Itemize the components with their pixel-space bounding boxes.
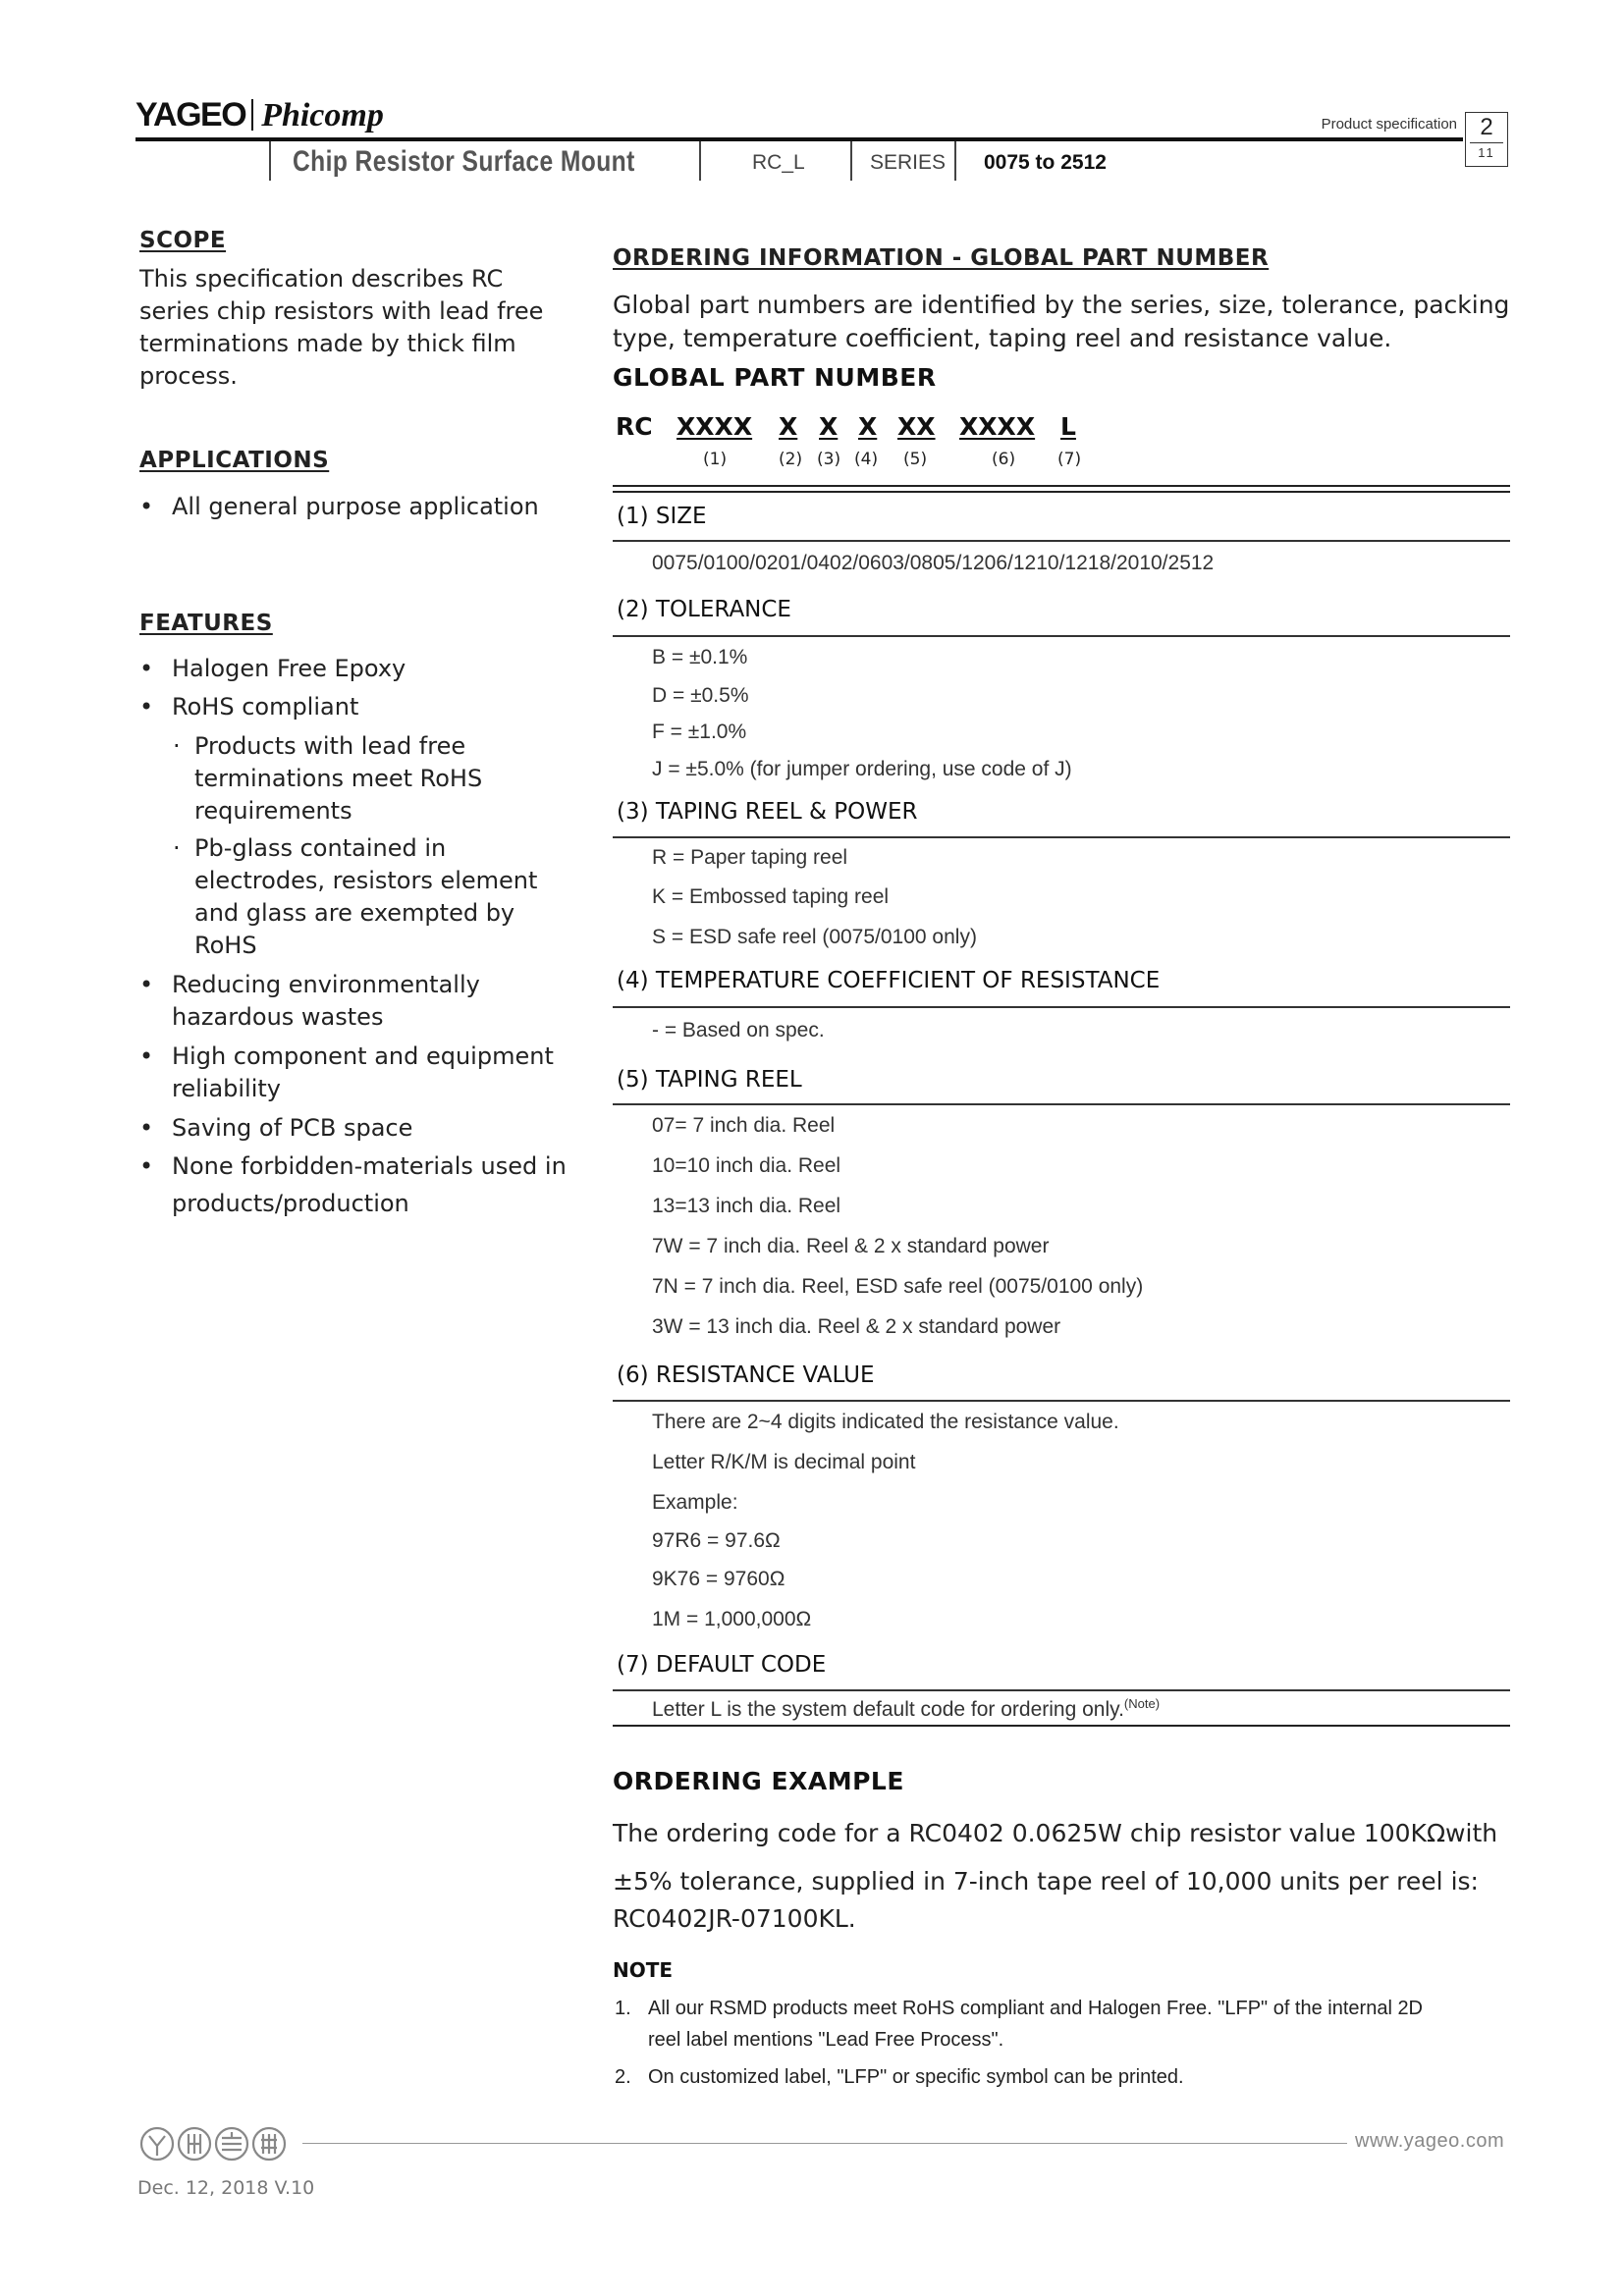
- section-rule: [613, 485, 1510, 487]
- code-index: (1): [703, 450, 728, 469]
- code-index: (5): [903, 450, 928, 469]
- header-rule: [135, 137, 1463, 141]
- header-divider: [954, 141, 956, 181]
- field-value: 10=10 inch dia. Reel: [652, 1154, 841, 1177]
- table-bottom-rule: [613, 1725, 1510, 1727]
- field-value: 07= 7 inch dia. Reel: [652, 1114, 836, 1137]
- intro-line: type, temperature coefficient, taping reel and resistance value.: [613, 324, 1392, 352]
- field-value: J = ±5.0% (for jumper ordering, use code of J): [652, 758, 1072, 780]
- ordering-info-heading: ORDERING INFORMATION - GLOBAL PART NUMBER: [613, 245, 1270, 271]
- page-fraction-line: [1470, 142, 1503, 143]
- code-token: L: [1060, 412, 1076, 441]
- field-value: 7W = 7 inch dia. Reel & 2 x standard power: [652, 1235, 1050, 1257]
- yageo-phicomp-logo: [135, 96, 384, 137]
- code-token: XXXX: [959, 412, 1036, 441]
- field-value: Letter L is the system default code for ordering only.$^{(Note)}$: [652, 1696, 1161, 1721]
- field-rule: [613, 1103, 1510, 1105]
- header-divider: [699, 141, 701, 181]
- ordering-example-code: RC0402JR-07100KL.: [613, 1904, 856, 1933]
- intro-line: Global part numbers are identified by the series, size, tolerance, packing: [613, 291, 1510, 319]
- field-rule: [613, 836, 1510, 838]
- field-value: 7N = 7 inch dia. Reel, ESD safe reel (0075/0100 only): [652, 1275, 1144, 1298]
- size-range: 0075 to 2512: [984, 151, 1107, 174]
- scope-text: This specification describes RC series chip resistors with lead free terminations made by thick film process.: [139, 265, 544, 390]
- field-rule: [613, 1689, 1510, 1691]
- code-token: XX: [897, 412, 936, 441]
- code-index: (6): [992, 450, 1016, 469]
- field-value: There are 2~4 digits indicated the resistance value.: [652, 1411, 1119, 1433]
- field-value: Example:: [652, 1491, 738, 1514]
- scope-heading: SCOPE: [139, 228, 227, 253]
- field-value: B = ±0.1%: [652, 646, 748, 668]
- field-value: 9K76 = 9760Ω: [652, 1568, 785, 1590]
- features-heading: FEATURES: [139, 611, 273, 636]
- doc-title: Chip Resistor Surface Mount: [293, 145, 635, 178]
- section-rule: [613, 491, 1510, 493]
- field-value: 3W = 13 inch dia. Reel & 2 x standard power: [652, 1315, 1061, 1338]
- environment-symbols-icon: [137, 2124, 302, 2163]
- field-value: K = Embossed taping reel: [652, 885, 890, 908]
- field-value: - = Based on spec.: [652, 1019, 825, 1041]
- field-value: D = ±0.5%: [652, 684, 749, 707]
- ordering-intro: [613, 289, 1526, 355]
- field-title-taping-power: (3) TAPING REEL & POWER: [617, 799, 918, 825]
- field-value: Letter R/K/M is decimal point: [652, 1451, 916, 1473]
- field-value: 13=13 inch dia. Reel: [652, 1195, 841, 1217]
- field-title-size: (1) SIZE: [617, 504, 707, 529]
- header-divider: [269, 141, 271, 181]
- logo-divider: [251, 99, 253, 131]
- footer-rule: [302, 2143, 1347, 2144]
- field-value: 1M = 1,000,000Ω: [652, 1608, 812, 1630]
- field-value: S = ESD safe reel (0075/0100 only): [652, 926, 977, 948]
- field-rule: [613, 1006, 1510, 1008]
- field-value: F = ±1.0%: [652, 721, 747, 743]
- gpn-title: GLOBAL PART NUMBER: [613, 363, 937, 392]
- series-label: SERIES: [870, 151, 947, 174]
- field-title-default-code: (7) DEFAULT CODE: [617, 1652, 827, 1678]
- code-token: X: [858, 412, 878, 441]
- doc-type: Product specification: [1321, 116, 1457, 133]
- code-index: (7): [1057, 450, 1082, 469]
- field-title-tcr: (4) TEMPERATURE COEFFICIENT OF RESISTANCE: [617, 968, 1161, 993]
- page-indicator: [1465, 112, 1508, 167]
- code-index: (2): [779, 450, 803, 469]
- note-title: NOTE: [613, 1958, 674, 1982]
- page-total: 11: [1478, 145, 1495, 160]
- page-number: 2: [1480, 114, 1493, 140]
- note-reference: (Note): [1123, 1696, 1161, 1711]
- ordering-example-text: The ordering code for a RC0402 0.0625W chip resistor value 100KΩwith: [613, 1819, 1498, 1847]
- field-title-taping-reel: (5) TAPING REEL: [617, 1067, 802, 1093]
- field-rule: [613, 635, 1510, 637]
- ordering-example-text: ±5% tolerance, supplied in 7-inch tape reel of 10,000 units per reel is:: [613, 1867, 1479, 1896]
- logo-phicomp: Phicomp: [261, 97, 384, 133]
- logo-yageo: YAGEO: [135, 96, 246, 133]
- field-value: 0075/0100/0201/0402/0603/0805/1206/1210/1218/2010/2512: [652, 552, 1215, 574]
- footer-date: Dec. 12, 2018 V.10: [137, 2177, 315, 2199]
- code-index: (4): [854, 450, 879, 469]
- code-token: X: [819, 412, 839, 441]
- code-token: X: [779, 412, 798, 441]
- field-rule: [613, 1400, 1510, 1402]
- footer-url: www.yageo.com: [1355, 2130, 1505, 2152]
- code-index: (3): [817, 450, 841, 469]
- applications-heading: APPLICATIONS: [139, 448, 330, 473]
- code-token: RC: [616, 412, 653, 441]
- field-value: 97R6 = 97.6Ω: [652, 1529, 781, 1552]
- field-title-resistance: (6) RESISTANCE VALUE: [617, 1362, 875, 1388]
- code-token: XXXX: [677, 412, 753, 441]
- ordering-example-title: ORDERING EXAMPLE: [613, 1767, 904, 1795]
- field-title-tolerance: (2) TOLERANCE: [617, 597, 791, 622]
- field-rule: [613, 540, 1510, 542]
- product-code: RC_L: [752, 151, 805, 174]
- header-divider: [850, 141, 852, 181]
- field-value: R = Paper taping reel: [652, 846, 848, 869]
